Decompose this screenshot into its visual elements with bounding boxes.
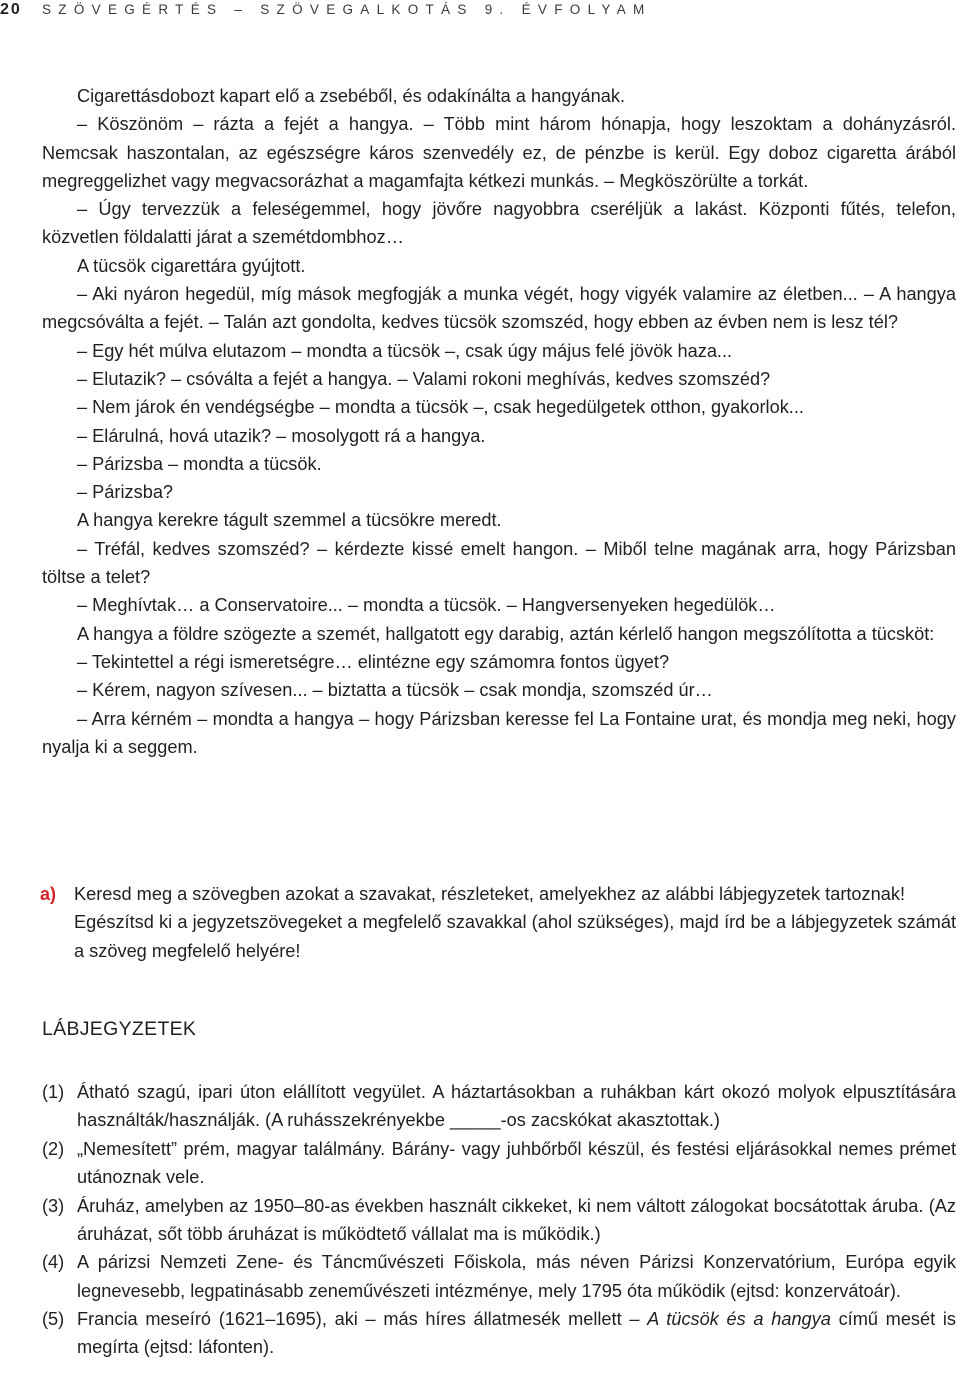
story-paragraph: – Elutazik? – csóválta a fejét a hangya. – Valami rokoni meghívás, kedves szomszéd? [77, 368, 771, 389]
footnote-item [42, 1135, 956, 1192]
footnote-text: Átható szagú, ipari úton elállított vegyület. A háztartásokban a ruhákban kárt okozó molyok elpusztítására használták/használják. (A ruhásszekrényekbe _____-os zacskókat akasztottak.) [77, 1082, 956, 1131]
story-paragraph: – Tekintettel a régi ismeretségre… elintézne egy számomra fontos ügyet? [77, 651, 670, 672]
footnote-number: (3) [42, 1195, 65, 1216]
story-paragraph: – Kérem, nagyon szívesen... – biztatta a tücsök – csak mondja, szomszéd úr… [77, 680, 713, 701]
footnote-item [42, 1305, 956, 1362]
footnote-number: (1) [42, 1082, 65, 1102]
story-text [42, 82, 956, 761]
running-head: SZÖVEGÉRTÉS – SZÖVEGALKOTÁS 9. ÉVFOLYAM [42, 2, 652, 17]
footnote-item [42, 1248, 956, 1305]
footnote-text-part: című mesét is megírta (ejtsd: láfonten). [77, 1309, 957, 1358]
page-number: 20 [0, 1, 22, 18]
footnote-text: A párizsi Nemzeti Zene- és Táncművészeti Főiskola, más néven Párizsi Konzervatórium, Európa egyik legnevesebb, legpatinásabb zeneművészeti intézménye, mely 1795 óta működik (ejtsd: konzervátoár). [77, 1252, 956, 1301]
story-paragraph: – Aki nyáron hegedül, míg mások megfogják a munka végét, hogy vigyék valamire az életben... – A hangya megcsóválta a fejét. – Talán azt gondolta, kedves tücsök szomszéd, hogy ebben az évben nem is lesz tél? [42, 284, 956, 333]
footnote-item [42, 1192, 956, 1249]
task-instruction: Egészítsd ki a jegyzetszövegeket a megfelelő szavakkal (ahol szükséges), majd írd be a lábjegyzetek számát a szöveg megfelelő helyére! [74, 912, 956, 961]
footnote-item [42, 1078, 956, 1135]
footnotes-title: LÁBJEGYZETEK [42, 1018, 197, 1040]
story-paragraph: – Nem járok én vendégségbe – mondta a tücsök –, csak hegedülgetek otthon, gyakorlok... [77, 397, 804, 418]
story-paragraph: A hangya a földre szögezte a szemét, hallgatott egy darabig, aztán kérlelő hangon megszólította a tücsköt: [77, 623, 935, 644]
story-paragraph: A hangya kerekre tágult szemmel a tücsökre meredt. [77, 510, 502, 531]
story-paragraph: – Köszönöm – rázta a fejét a hangya. – Több mint három hónapja, hogy leszoktam a dohányzásról. Nemcsak haszontalan, az egészségre káros szenvedély ez, de pénzbe is kerül. Egy doboz cigaretta árából megreggelizhet vagy megvacsorázhat a magamfajta kétkezi munkás. – Megköszörülte a torkát. [42, 114, 956, 191]
footnote-text: „Nemesített” prém, magyar találmány. Bárány- vagy juhbőrből készül, és festési eljárásokkal nemes prémet utánoznak vele. [77, 1138, 956, 1188]
story-paragraph: – Egy hét múlva elutazom – mondta a tücsök –, csak úgy május felé jövök haza... [77, 340, 733, 361]
footnote-number: (5) [42, 1309, 65, 1330]
footnote-text: Áruház, amelyben az 1950–80-as években használt cikkeket, ki nem váltott zálogokat bocsátottak áruba. (Az áruházat, sőt több áruházat is működtető vállalat ma is működik.) [77, 1195, 956, 1244]
story-paragraph: – Úgy tervezzük a feleségemmel, hogy jövőre nagyobbra cseréljük a lakást. Központi fűtés, telefon, közvetlen földalatti járat a szemétdombhoz… [42, 199, 956, 248]
footnote-title-italic: A tücsök és a hangya [647, 1309, 831, 1330]
story-paragraph: – Párizsba? [77, 482, 174, 503]
story-paragraph: – Tréfál, kedves szomszéd? – kérdezte kissé emelt hangon. – Miből telne magának arra, hogy Párizsban töltse a telet? [42, 538, 956, 588]
footnote-text [77, 1305, 956, 1362]
task-instruction: Keresd meg a szövegben azokat a szavakat, részleteket, amelyekhez az alábbi lábjegyzetek tartoznak! [74, 884, 906, 904]
footnote-text-part: Francia meseíró (1621–1695), aki – más híres állatmesék mellett – [77, 1309, 648, 1330]
footnote-number: (4) [42, 1252, 65, 1273]
story-paragraph: – Elárulná, hová utazik? – mosolygott rá a hangya. [77, 425, 486, 446]
story-paragraph: – Meghívtak… a Conservatoire... – mondta a tücsök. – Hangversenyeken hegedülök… [77, 595, 776, 616]
story-paragraph: – Arra kérném – mondta a hangya – hogy Párizsban keresse fel La Fontaine urat, és mondja meg neki, hogy nyalja ki a seggem. [42, 708, 956, 757]
footnote-number: (2) [42, 1138, 65, 1159]
footnotes-list [42, 1078, 956, 1362]
task-a [40, 880, 956, 965]
story-paragraph: Cigarettásdobozt kapart elő a zsebéből, és odakínálta a hangyának. [77, 86, 626, 106]
story-paragraph: – Párizsba – mondta a tücsök. [77, 453, 322, 474]
task-badge: a) [40, 884, 57, 904]
story-paragraph: A tücsök cigarettára gyújtott. [77, 255, 306, 276]
